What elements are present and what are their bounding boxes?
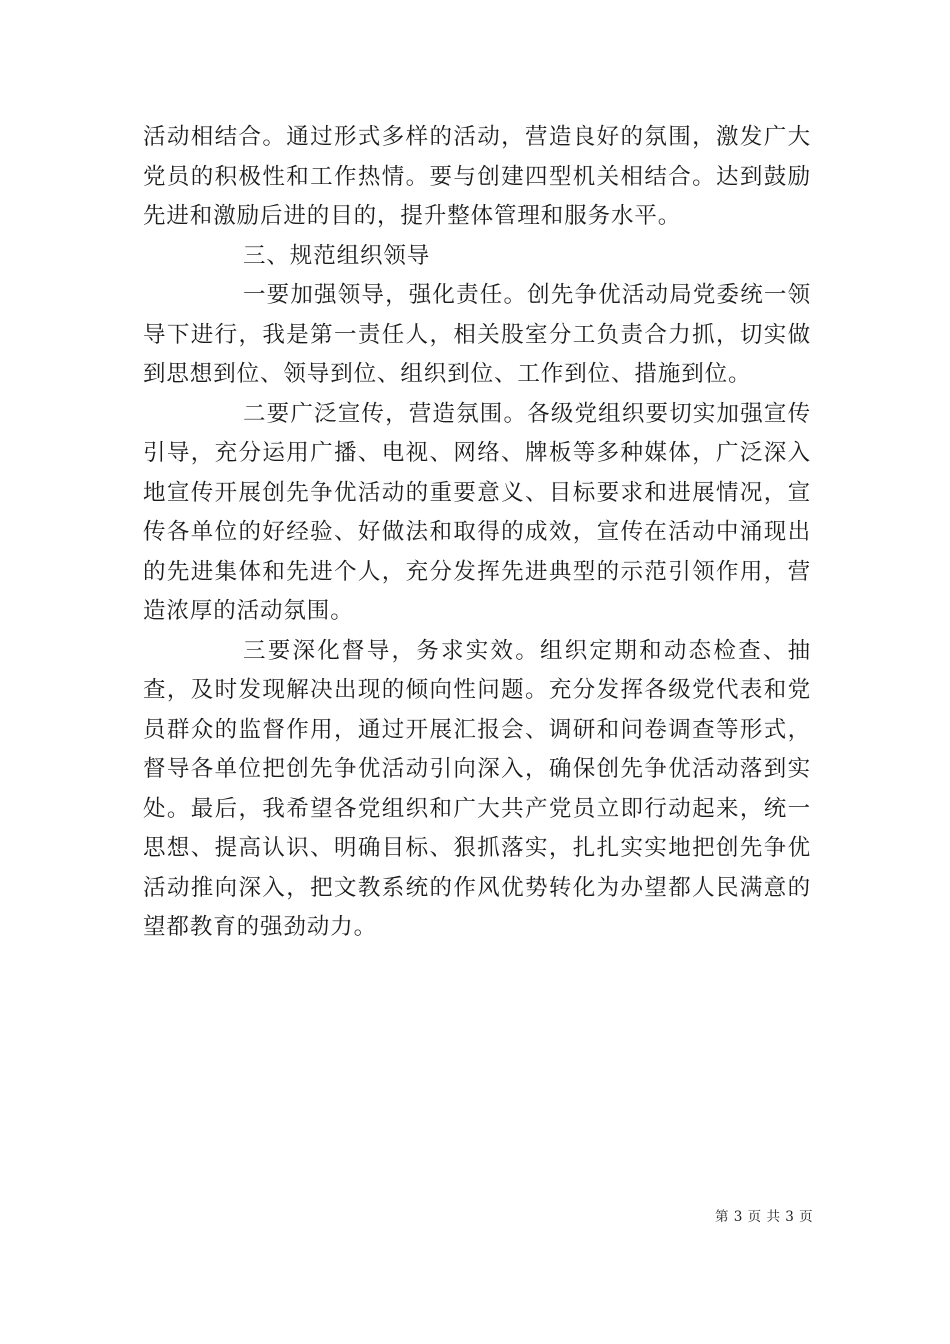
section-heading: 三、规范组织领导 xyxy=(243,242,431,269)
paragraph-publicity: 二要广泛宣传，营造氛围。各级党组织要切实加强宣传引导，充分运用广播、电视、网络、牌板等多种媒体，广泛深入地宣传开展创先争优活动的重要意义、目标要求和进展情况，宣传各单位的好经验、好做法和取得的成效，宣传在活动中涌现出的先进集体和先进个人，充分发挥先进典型的示范引领作用，营造浓厚的活动氛围。 xyxy=(143,400,811,624)
document-body xyxy=(143,118,811,948)
paragraph-leadership: 一要加强领导，强化责任。创先争优活动局党委统一领导下进行，我是第一责任人，相关股室分工负责合力抓，切实做到思想到位、领导到位、组织到位、工作到位、措施到位。 xyxy=(143,282,811,387)
page-number: 第 3 页 共 3 页 xyxy=(715,1209,814,1225)
paragraph-supervision: 三要深化督导，务求实效。组织定期和动态检查、抽查，及时发现解决出现的倾向性问题。充分发挥各级党代表和党员群众的监督作用，通过开展汇报会、调研和问卷调查等形式，督导各单位把创先争优活动引向深入，确保创先争优活动落到实处。最后，我希望各党组织和广大共产党员立即行动起来，统一思想、提高认识、明确目标、狠抓落实，扎扎实实地把创先争优活动推向深入，把文教系统的作风优势转化为办望都人民满意的望都教育的强劲动力。 xyxy=(143,637,811,940)
paragraph-continuation: 活动相结合。通过形式多样的活动，营造良好的氛围，激发广大党员的积极性和工作热情。要与创建四型机关相结合。达到鼓励先进和激励后进的目的，提升整体管理和服务水平。 xyxy=(143,124,811,229)
